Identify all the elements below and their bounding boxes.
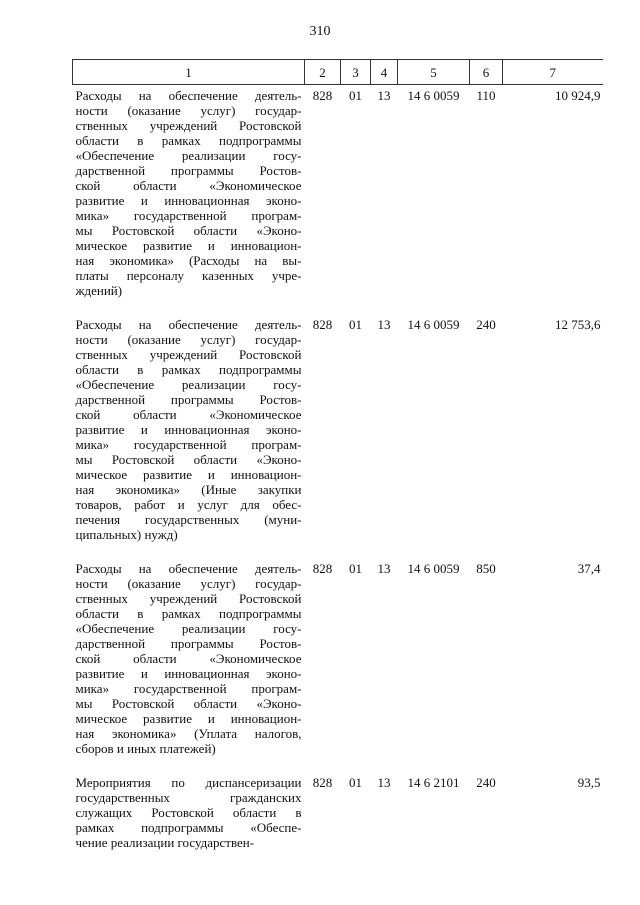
description-line: печения государственных (муни- — [75, 512, 302, 527]
amount-value: 93,5 — [577, 775, 601, 790]
table-body — [73, 85, 603, 851]
page-number: 310 — [309, 24, 331, 39]
table-header-row — [73, 60, 603, 85]
column-header-7: 7 — [503, 60, 603, 85]
column-header-2: 2 — [305, 60, 341, 85]
amount-value: 37,4 — [577, 561, 601, 576]
description-line: мы Ростовской области «Эконо- — [75, 223, 302, 238]
description-line: дарственной программы Ростов- — [75, 163, 302, 178]
description-line: ная экономика» (Иные закупки — [75, 482, 302, 497]
column-header-3: 3 — [341, 60, 371, 85]
description-line: области в рамках подпрограммы — [75, 606, 302, 621]
description-line: ности (оказание услуг) государ- — [75, 332, 302, 347]
ministry-code: 828 — [312, 88, 333, 103]
description-line: мика» государственной програм- — [75, 437, 302, 452]
subsection-code: 13 — [377, 88, 391, 103]
description-line: мическое развитие и инновацион- — [75, 711, 302, 726]
expense-description — [73, 558, 305, 756]
expense-type-code: 850 — [476, 561, 496, 576]
description-line: ственных учреждений Ростовской — [75, 118, 302, 133]
expense-type-code: 110 — [476, 88, 496, 103]
budget-table — [72, 59, 603, 850]
table-row — [73, 772, 603, 850]
description-line: «Обеспечение реализации госу- — [75, 621, 302, 636]
column-header-5: 5 — [398, 60, 470, 85]
expense-description — [73, 314, 305, 542]
description-line: Расходы на обеспечение деятель- — [75, 561, 302, 576]
description-line: Расходы на обеспечение деятель- — [75, 88, 302, 103]
ministry-code: 828 — [312, 561, 333, 576]
description-line: ности (оказание услуг) государ- — [75, 103, 302, 118]
subsection-code: 13 — [377, 775, 391, 790]
description-line: развитие и инновационная эконо- — [75, 666, 302, 681]
section-code: 01 — [349, 775, 362, 790]
description-line: Мероприятия по диспансеризации — [75, 775, 302, 790]
amount-value: 12 753,6 — [555, 317, 601, 332]
description-line: «Обеспечение реализации госу- — [75, 148, 302, 163]
description-line: развитие и инновационная эконо- — [75, 422, 302, 437]
description-line: товаров, работ и услуг для обес- — [75, 497, 302, 512]
table-row — [73, 314, 603, 542]
target-article-code: 14 6 2101 — [407, 775, 460, 790]
section-code: 01 — [349, 561, 362, 576]
target-article-code: 14 6 0059 — [407, 317, 460, 332]
ministry-code: 828 — [312, 775, 333, 790]
description-line: Расходы на обеспечение деятель- — [75, 317, 302, 332]
description-line: дарственной программы Ростов- — [75, 392, 302, 407]
expense-type-code: 240 — [476, 317, 496, 332]
row-spacer — [73, 542, 603, 558]
description-line: ципальных) нужд) — [75, 527, 178, 542]
subsection-code: 13 — [377, 317, 391, 332]
description-line: «Обеспечение реализации госу- — [75, 377, 302, 392]
description-line: мы Ростовской области «Эконо- — [75, 696, 302, 711]
column-header-4: 4 — [371, 60, 398, 85]
description-line: области в рамках подпрограммы — [75, 362, 302, 377]
expense-description — [73, 772, 305, 850]
description-line: ная экономика» (Расходы на вы- — [75, 253, 302, 268]
row-spacer — [73, 756, 603, 772]
subsection-code: 13 — [377, 561, 391, 576]
expense-type-code: 240 — [476, 775, 496, 790]
section-code: 01 — [349, 88, 362, 103]
table-row — [73, 558, 603, 756]
description-line: мика» государственной програм- — [75, 208, 302, 223]
description-line: сборов и иных платежей) — [75, 741, 216, 756]
table-row — [73, 85, 603, 299]
description-line: государственных гражданских — [75, 790, 302, 805]
description-line: чение реализации государствен- — [75, 835, 255, 850]
column-header-1: 1 — [73, 60, 305, 85]
description-line: мика» государственной програм- — [75, 681, 302, 696]
ministry-code: 828 — [312, 317, 333, 332]
description-line: развитие и инновационная эконо- — [75, 193, 302, 208]
description-line: ная экономика» (Уплата налогов, — [75, 726, 302, 741]
expense-description — [73, 85, 305, 299]
description-line: рамках подпрограммы «Обеспе- — [75, 820, 302, 835]
row-spacer — [73, 298, 603, 314]
description-line: ственных учреждений Ростовской — [75, 347, 302, 362]
amount-value: 10 924,9 — [555, 88, 601, 103]
description-line: мическое развитие и инновацион- — [75, 238, 302, 253]
description-line: ждений) — [75, 283, 123, 298]
description-line: платы персоналу казенных учре- — [75, 268, 302, 283]
description-line: мы Ростовской области «Эконо- — [75, 452, 302, 467]
target-article-code: 14 6 0059 — [407, 561, 460, 576]
description-line: дарственной программы Ростов- — [75, 636, 302, 651]
column-header-6: 6 — [470, 60, 503, 85]
description-line: ской области «Экономическое — [75, 178, 302, 193]
description-line: ской области «Экономическое — [75, 651, 302, 666]
description-line: служащих Ростовской области в — [75, 805, 302, 820]
description-line: области в рамках подпрограммы — [75, 133, 302, 148]
section-code: 01 — [349, 317, 362, 332]
description-line: ственных учреждений Ростовской — [75, 591, 302, 606]
description-line: ности (оказание услуг) государ- — [75, 576, 302, 591]
description-line: мическое развитие и инновацион- — [75, 467, 302, 482]
description-line: ской области «Экономическое — [75, 407, 302, 422]
target-article-code: 14 6 0059 — [407, 88, 460, 103]
